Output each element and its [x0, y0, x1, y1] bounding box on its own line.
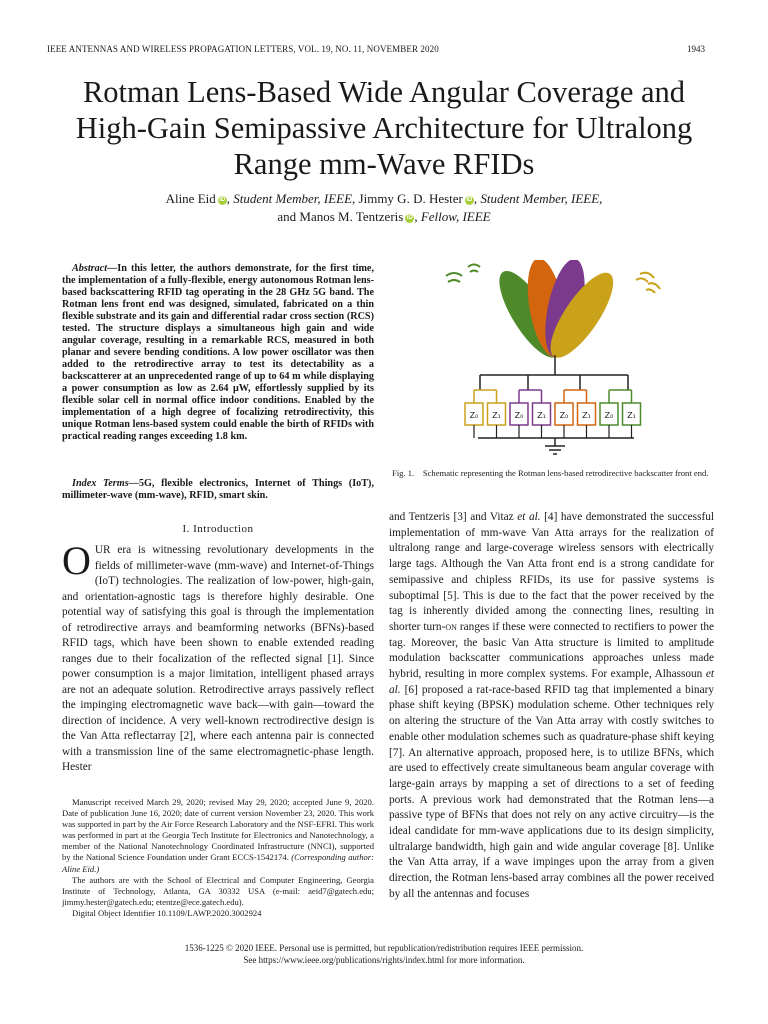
- port-box: [465, 390, 483, 438]
- port-label: Z₁: [492, 411, 501, 420]
- author-3-prefix: and: [277, 209, 297, 224]
- wave-icon: [636, 273, 660, 293]
- corresponding-author: (Corresponding author: Aline Eid.): [62, 852, 374, 874]
- port-label: Z₀: [559, 411, 569, 420]
- author-list: Aline Eid iD , Student Member, IEEE, Jimmy G. D. Hester iD , Student Member, IEEE, and Manos M. Tentzeris iD , Fellow, IEEE: [165, 191, 603, 224]
- author-2-role: Student Member, IEEE: [480, 191, 600, 206]
- port-box: [488, 390, 506, 438]
- abstract-text: In this letter, the authors demonstrate, for the first time, the implementation of a fully-flexible, energy autonomous Rotman lens-based backscattering RFID tag operating in the 28 GHz 5G band. The Rotman lens front end was designed, simulated, fabricated on a thin flexible substrate and its gain and differential radar cross section (RCS) tested. The structure displays a simultaneous high gain and wide angular coverage, resulting in a remarkable RCS, measured in both planar and severe bending conditions. A low power oscillator was then added to the retrodirective array to test its detectability as a backscatterer at an unprecedented range of up to 64 m while displaying a power consumption as low as 2.64 μW, effortlessly supplied by its flexible solar cell in normal office indoor conditions. Enabled by the implementation of a high degree of focalizing retrodirectivity, this unique Rotman lens-based system could enable the birth of RFIDs with practical reading ranges exceeding 1.8 km.: [62, 263, 374, 442]
- ground-icon: [478, 438, 634, 454]
- copyright-line-1: 1536-1225 © 2020 IEEE. Personal use is permitted, but republication/redistribution requires IEEE permission.: [184, 943, 584, 953]
- footnote-doi[interactable]: Digital Object Identifier 10.1109/LAWP.2020.3002924: [72, 907, 262, 918]
- feed-network: [480, 355, 628, 390]
- page-number: 1943: [687, 44, 705, 54]
- port-label: Z₀: [604, 411, 614, 420]
- footnote-affiliation: The authors are with the School of Electrical and Computer Engineering, Georgia Institute of Technology, Atlanta, GA 30332 USA (e-mail: aeid7@gatech.edu; jimmy.hester@gatech.edu; etentze@ece.gatech.edu).: [62, 874, 374, 907]
- port-label: Z₁: [537, 411, 546, 420]
- radiation-lobes: [489, 260, 624, 366]
- port-box: [533, 390, 551, 438]
- port-box: [510, 390, 528, 438]
- port-box: [623, 390, 641, 438]
- title-line-1: Rotman Lens-Based Wide Angular Coverage and: [82, 75, 686, 109]
- author-2-name: Jimmy G. D. Hester: [358, 191, 463, 206]
- figure-caption: [392, 468, 720, 479]
- orcid-icon[interactable]: iD: [406, 215, 413, 221]
- index-terms-label: Index Terms—: [72, 478, 139, 489]
- section-heading: I. Introduction: [182, 523, 254, 535]
- title-line-2: High-Gain Semipassive Architecture for Ultralong: [75, 111, 693, 145]
- abstract-label: Abstract—: [72, 263, 118, 274]
- intro-left-column: [62, 538, 374, 776]
- port-label: Z₁: [627, 411, 636, 420]
- index-terms: [62, 478, 374, 502]
- author-3-name: Manos M. Tentzeris: [299, 209, 404, 224]
- author-3-role: Fellow, IEEE: [420, 209, 491, 224]
- running-head: IEEE ANTENNAS AND WIRELESS PROPAGATION LETTERS, VOL. 19, NO. 11, NOVEMBER 2020: [47, 44, 439, 54]
- intro-left-text: era is witnessing revolutionary developments in the fields of millimeter-wave (mm-wave) and Internet-of-Things (IoT) technologies. The realization of low-power, high-gain, and orientation-agnostic tags is therefore highly desirable. One potential way of satisfying this goal is through the implementation of retrodirective arrays and beamforming networks (BFNs)-based RFID tags, which have been shown to enable extended reading ranges due to their focalization of the reflected signal [1]. Since power consumption is a major limitation, intelligent phased arrays are not an adequate solution. Retrodirective arrays passively reflect the impinging electromagnetic wave back—with gain—toward the direction of incidence. A very well-known rectrodirective design is the Van Atta reflectarray [2], where each antenna pair is connected with a transmission line of the same electromagnetic-phase length. Hester: [62, 544, 374, 773]
- wave-icon: [446, 265, 480, 283]
- caption-label: Fig. 1.: [392, 468, 415, 478]
- footnote-manuscript: Manuscript received March 29, 2020; revised May 29, 2020; accepted June 9, 2020. Date of publication June 16, 2020; date of current version November 23, 2020. This work was supported in part by the Air Force Research Laboratory and the NSF-EFRI. This work was performed in part at the Georgia Tech Institute for Electronics and Nanotechnology, a member of the National Nanotechnology Coordinated Infrastructure (NNCI), supported by the National Science Foundation under Grant ECCS-1542174.: [62, 797, 374, 863]
- drop-cap: O: [62, 538, 91, 583]
- port-array: [465, 390, 641, 438]
- figure-schematic: [440, 260, 670, 460]
- port-box: [600, 390, 618, 438]
- port-box: [578, 390, 596, 438]
- copyright-line-2[interactable]: See https://www.ieee.org/publications/rights/index.html for more information.: [243, 954, 525, 965]
- copyright-notice: [40, 943, 728, 966]
- orcid-icon[interactable]: iD: [219, 197, 226, 203]
- author-1-name: Aline Eid: [165, 191, 216, 206]
- lead-word: UR: [94, 544, 111, 556]
- port-label: Z₀: [469, 411, 479, 420]
- orcid-icon[interactable]: iD: [466, 197, 473, 203]
- index-terms-text: 5G, flexible electronics, Internet of Things (IoT), millimeter-wave (mm-wave), RFID, smart skin.: [62, 478, 374, 501]
- footnotes: [62, 797, 374, 919]
- author-1-role: Student Member, IEEE: [233, 191, 353, 206]
- caption-text: Schematic representing the Rotman lens-based retrodirective backscatter front end.: [422, 468, 709, 478]
- title-line-3: Range mm-Wave RFIDs: [233, 147, 535, 181]
- intro-right-column: and Tentzeris [3] and Vitaz et al. [4] have demonstrated the successful implementation of mm-wave Van Atta arrays for the realization of ultralong range and large-coverage wireless sensors with electrically large tags. Although the Van Atta front end is a strong candidate for semipassive and chipless RFIDs, its use for passive systems is suboptimal [5]. This is due to the fact that the power received by the tag is inherently divided among the connecting lines, resulting in shorter turn-on ranges if these were connected to rectifiers to power the tag. Moreover, the basic Van Atta structure is limited to amplitude modulation backscatter communications approaches unless made hybrid, resulting in more complex systems. For example, Alhassoun et al. [6] proposed a rat-race-based RFID tag that implemented a binary phase shift keying (BPSK) modulation scheme. Other techniques rely on altering the structure of the Van Atta array with costly switches to enable other modulation schemes such as quadrature-phase shift keying [7]. An alternative approach, proposed here, is to utilize BFNs, which are used to effectively create simultaneous beam angular coverage with large-gain arrays by mapping a set of directions to a set of feeding ports. A previous work had demonstrated that the Rotman lens—a passive type of BFNs that does not rely on any active circuitry—is the ideal candidate for mm-wave applications due to its design simplicity, ultralarge bandwidth, high gain and wide angular coverage [8]. Unlike the Van Atta array, if a wave impinges upon the array from a given direction, the Rotman lens-based array combines all the power received by all the antennas and focuses: [389, 511, 715, 900]
- paper-title: [40, 74, 728, 182]
- port-label: Z₀: [514, 411, 524, 420]
- port-box: [555, 390, 573, 438]
- abstract: [62, 263, 374, 443]
- port-label: Z₁: [582, 411, 591, 420]
